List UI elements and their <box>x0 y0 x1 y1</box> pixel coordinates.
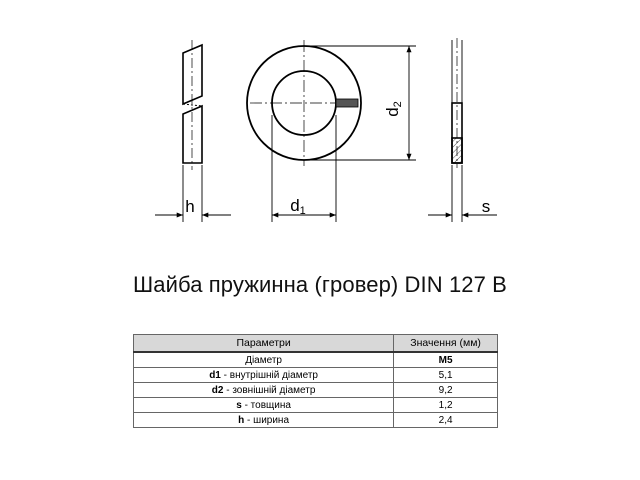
row-parameter: Діаметр <box>134 352 394 368</box>
table-row <box>134 383 498 398</box>
washer-section-view <box>452 38 462 168</box>
table-row <box>134 368 498 383</box>
column-header-values: Значення (мм) <box>394 335 498 353</box>
column-header-parameters: Параметри <box>134 335 394 353</box>
row-parameter: s - товщина <box>134 398 394 413</box>
row-parameter: d2 - зовнішній діаметр <box>134 383 394 398</box>
h-label: h <box>185 197 195 216</box>
s-label: s <box>481 197 491 216</box>
row-parameter: h - ширина <box>134 413 394 428</box>
parameters-table <box>133 334 498 428</box>
d1-label: d1 <box>290 196 306 217</box>
page-title: Шайба пружинна (гровер) DIN 127 B <box>133 272 507 297</box>
table-header-row <box>134 335 498 353</box>
table-row <box>134 398 498 413</box>
row-value: M5 <box>394 352 498 368</box>
row-value: 9,2 <box>394 383 498 398</box>
table-row <box>134 352 498 368</box>
split-gap <box>336 99 358 107</box>
row-parameter: d1 - внутрішній діаметр <box>134 368 394 383</box>
table-row <box>134 413 498 428</box>
washer-side-view <box>183 40 202 170</box>
washer-front-view <box>247 40 361 166</box>
row-value: 2,4 <box>394 413 498 428</box>
row-value: 1,2 <box>394 398 498 413</box>
d2-label: d2 <box>383 101 404 117</box>
row-value: 5,1 <box>394 368 498 383</box>
